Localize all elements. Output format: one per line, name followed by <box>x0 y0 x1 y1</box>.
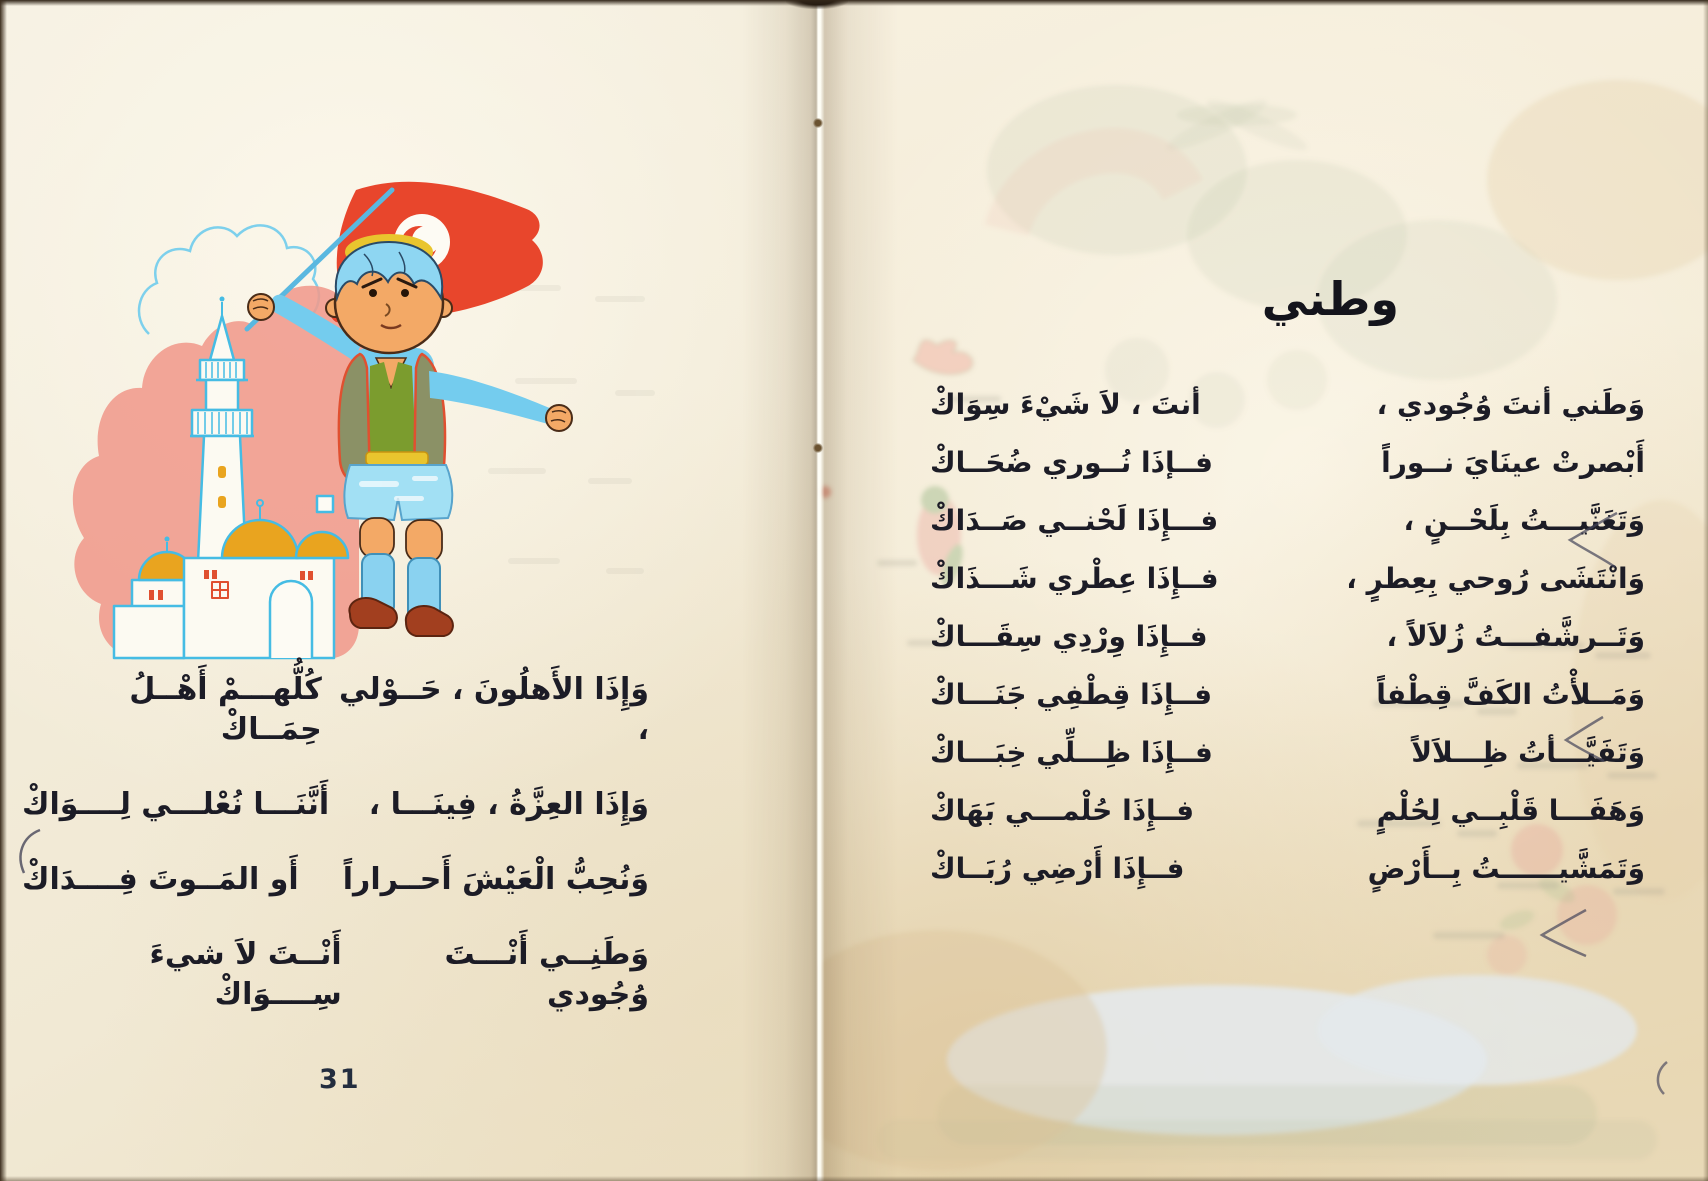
verse-line <box>930 386 1645 424</box>
boy-eye-left <box>369 289 377 297</box>
hemistich-first: وَهَفَـــا قَلْبِــي لِحُلْمٍ <box>1376 794 1645 827</box>
verse-line <box>930 444 1645 482</box>
hemistich-second: فــإِذَا ظِـــلِّي خِبَـــاكْ <box>930 736 1213 769</box>
hemistich-second: أَو المَــوتَ فِــــدَاكْ <box>22 862 299 897</box>
boy-knee-right <box>406 520 442 562</box>
hemistich-first: وَنُحِبُّ الْعَيْشَ أَحــراراً <box>342 862 649 897</box>
boy-shoe-right <box>406 606 453 636</box>
verse-line <box>930 502 1645 540</box>
hemistich-second: فــإِذَا قِطْفِي جَنَـــاكْ <box>930 678 1213 711</box>
hemistich-second: فـــإِذَا لَحْنــي صَــدَاكْ <box>930 504 1219 537</box>
hemistich-first: وَتَــرشَّفـــتُ زُلاَلاً ، <box>1386 620 1645 653</box>
hemistich-first: أَبْصرتْ عينَايَ نــوراً <box>1381 446 1645 479</box>
boy-flag-mosque-illustration <box>54 166 599 666</box>
left-page-poem <box>22 670 649 1015</box>
verse-line <box>22 935 649 1015</box>
boy-shorts <box>344 465 452 520</box>
scan-edge <box>0 0 7 1181</box>
hemistich-first: وَتَفَيَّـــأتُ ظِـــلاَلاً <box>1411 736 1645 769</box>
hemistich-first: وَإِذَا العِزَّةُ ، فِينَـــا ، <box>368 787 649 822</box>
boy-hand <box>546 405 572 431</box>
hemistich-second: فــإِذَا عِطْري شَـــذَاكْ <box>930 562 1219 595</box>
verse-line <box>930 618 1645 656</box>
right-page <box>817 0 1708 1181</box>
left-page <box>0 0 817 1181</box>
hemistich-first: وَإِذَا الأَهلُونَ ، حَــوْلي ، <box>339 672 649 747</box>
hemistich-first: وَانْتَشَى رُوحي بِعِطرٍ ، <box>1346 562 1645 595</box>
hemistich-first: وَطَنِــي أَنْـــتَ وُجُودي <box>444 937 649 1012</box>
hemistich-second: أنتَ ، لاَ شَيْءَ سِوَاكْ <box>930 388 1201 421</box>
hemistich-first: وَطَني أنتَ وُجُودي ، <box>1376 388 1645 421</box>
right-page-poem <box>930 386 1645 888</box>
boy-extended-arm <box>429 371 557 424</box>
ghost-bird <box>913 340 973 374</box>
hemistich-second: أَنَّنَـــا نُعْلـــي لِــــوَاكْ <box>22 787 330 822</box>
verse-line <box>930 792 1645 830</box>
verse-line <box>930 676 1645 714</box>
hemistich-first: وَمَــلأْتُ الكَفَّ قِطْفاً <box>1376 678 1645 711</box>
poem-title: وطني <box>1261 272 1399 326</box>
verse-line <box>22 860 649 900</box>
scan-edge <box>0 1176 1708 1181</box>
hemistich-second: فــإِذَا أَرْضِي رُبَــاكْ <box>930 852 1185 885</box>
boy-fist <box>248 294 274 320</box>
hemistich-second: فــإِذَا وِرْدِي سِقَـــاكْ <box>930 620 1208 653</box>
hemistich-first: وَتَمَشَّيــــــتُ بِــأَرْضٍ <box>1367 852 1645 885</box>
verse-line <box>22 785 649 825</box>
verse-line <box>22 670 649 750</box>
stitch-hole <box>813 118 823 128</box>
boy-knee-left <box>360 518 394 558</box>
verse-line <box>930 734 1645 772</box>
verse-line <box>930 850 1645 888</box>
hemistich-second: كُلُّهـــمْ أَهْــلُ حِمَــاكْ <box>129 672 322 747</box>
boy-eye-right <box>401 289 409 297</box>
page-number: 31 <box>319 1064 361 1095</box>
hemistich-second: فــإذَا نُــوري ضُحَــاكْ <box>930 446 1213 479</box>
hemistich-second: فــإِذَا حُلْمـــي بَهَاكْ <box>930 794 1195 827</box>
scan-edge <box>0 0 1708 6</box>
boy-belt <box>366 452 428 465</box>
verse-line <box>930 560 1645 598</box>
stitch-hole <box>813 443 823 453</box>
hemistich-first: وَتَغَنَّيـــتُ بِلَحْــنٍ ، <box>1403 504 1645 537</box>
scan-edge <box>1703 0 1708 1181</box>
hemistich-second: أَنْــتَ لاَ شيءَ سِــــوَاكْ <box>149 937 342 1012</box>
